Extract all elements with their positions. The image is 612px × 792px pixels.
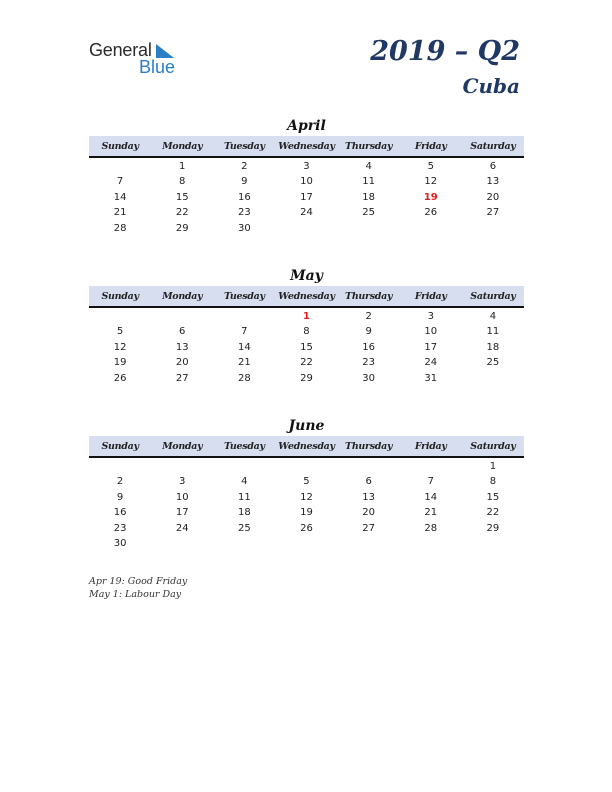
day-cell: 13 (486, 176, 500, 188)
day-cell (462, 221, 524, 236)
week-row (89, 505, 524, 520)
day-cell: 15 (175, 191, 189, 203)
day-cell: 20 (362, 507, 375, 519)
day-cell (400, 221, 462, 236)
day-cell: 10 (175, 491, 189, 503)
day-cell: 12 (424, 176, 438, 188)
weeks-grid (89, 308, 524, 386)
day-cell: 7 (427, 476, 434, 488)
weekday-label: Thursday (345, 441, 393, 452)
day-cell: 4 (241, 476, 248, 488)
holiday-day-cell: 1 (303, 311, 310, 322)
day-cell: 9 (365, 326, 372, 338)
day-cell: 18 (237, 507, 251, 519)
day-cell (89, 159, 151, 174)
day-cell: 21 (237, 357, 251, 369)
day-cell: 17 (424, 341, 438, 353)
day-cell: 13 (362, 491, 375, 503)
day-cell: 29 (175, 222, 189, 234)
day-cell: 31 (424, 372, 438, 384)
day-cell: 14 (424, 491, 438, 503)
weekday-label: Friday (414, 291, 447, 302)
week-row (89, 174, 524, 189)
day-cell (275, 459, 337, 474)
day-cell: 17 (175, 507, 189, 519)
day-cell: 23 (237, 207, 251, 219)
week-row (89, 521, 524, 536)
weekday-label: Tuesday (223, 441, 265, 452)
day-cell: 15 (300, 341, 313, 353)
day-cell (151, 536, 213, 551)
month-calendar-april (89, 116, 524, 236)
day-cell: 17 (300, 191, 313, 203)
day-cell (338, 221, 400, 236)
week-row (89, 221, 524, 236)
month-name: April (287, 118, 326, 134)
day-cell: 25 (486, 357, 500, 369)
day-cell (213, 536, 275, 551)
holiday-note: Apr 19: Good Friday (89, 576, 188, 587)
week-row (89, 459, 524, 474)
day-cell: 28 (237, 372, 251, 384)
day-cell: 24 (175, 522, 189, 534)
weekday-label: Sunday (101, 141, 139, 152)
week-row (89, 309, 524, 324)
day-cell: 11 (486, 326, 500, 338)
weekday-label: Sunday (101, 291, 139, 302)
day-cell: 3 (427, 311, 434, 322)
week-row (89, 474, 524, 489)
weekday-label: Monday (162, 141, 203, 152)
week-row (89, 159, 524, 174)
weekday-label: Tuesday (223, 141, 265, 152)
logo-blue-text: Blue (139, 57, 176, 77)
day-cell: 25 (362, 207, 375, 219)
day-cell: 1 (179, 161, 186, 172)
month-name: May (290, 268, 323, 284)
day-cell: 30 (113, 537, 127, 549)
day-cell: 5 (427, 161, 434, 172)
day-cell: 10 (424, 326, 438, 338)
week-row (89, 355, 524, 370)
month-calendar-may (89, 266, 524, 386)
day-cell: 20 (486, 191, 500, 203)
month-name: June (288, 418, 325, 434)
day-cell: 24 (300, 207, 313, 219)
logo-general-text: General (89, 40, 152, 60)
day-cell: 26 (300, 522, 313, 534)
day-cell: 7 (241, 326, 248, 338)
day-cell: 8 (179, 176, 186, 188)
day-cell: 7 (116, 176, 124, 188)
day-cell (151, 309, 213, 324)
weekday-label: Saturday (470, 291, 516, 302)
day-cell: 14 (237, 341, 251, 353)
day-cell: 19 (113, 357, 127, 369)
weeks-grid (89, 458, 524, 551)
day-cell: 9 (116, 491, 124, 503)
day-cell: 11 (362, 176, 375, 188)
day-cell: 12 (300, 491, 313, 503)
day-cell: 24 (424, 357, 438, 369)
day-cell: 4 (489, 311, 497, 322)
day-cell (213, 309, 275, 324)
day-cell: 10 (300, 176, 313, 188)
day-cell: 4 (365, 161, 372, 172)
weeks-grid (89, 158, 524, 236)
country-name: Cuba (462, 74, 520, 98)
day-cell (89, 309, 151, 324)
weekday-label: Friday (414, 441, 447, 452)
day-cell: 28 (424, 522, 438, 534)
weekday-label: Saturday (470, 141, 516, 152)
day-cell: 27 (175, 372, 189, 384)
holiday-notes (89, 576, 187, 601)
day-cell: 8 (303, 326, 310, 338)
day-cell: 30 (237, 222, 251, 234)
weekday-label: Tuesday (223, 291, 265, 302)
day-cell: 21 (113, 207, 127, 219)
day-cell: 26 (424, 207, 438, 219)
day-cell (275, 221, 337, 236)
day-cell (213, 459, 275, 474)
day-cell: 14 (113, 191, 127, 203)
day-cell: 1 (489, 461, 497, 472)
week-row (89, 340, 524, 355)
day-cell: 26 (113, 372, 127, 384)
day-cell (275, 536, 337, 551)
week-row (89, 371, 524, 386)
holiday-day-cell: 19 (423, 191, 438, 203)
weekday-label: Thursday (345, 291, 393, 302)
day-cell: 13 (175, 341, 189, 353)
day-cell: 11 (237, 491, 251, 503)
day-cell: 2 (365, 311, 372, 322)
weekday-label: Wednesday (278, 291, 335, 302)
day-cell: 3 (179, 476, 186, 488)
day-cell: 25 (237, 522, 251, 534)
weekday-label: Saturday (470, 441, 516, 452)
day-cell: 23 (362, 357, 375, 369)
day-cell: 22 (175, 207, 189, 219)
day-cell: 16 (362, 341, 375, 353)
day-cell (151, 459, 213, 474)
day-cell: 2 (241, 161, 248, 172)
weekday-label: Monday (162, 291, 203, 302)
day-cell: 29 (300, 372, 313, 384)
day-cell: 3 (303, 161, 310, 172)
weekday-label: Monday (162, 441, 203, 452)
weekday-label: Thursday (345, 141, 393, 152)
day-cell: 18 (362, 191, 375, 203)
week-row (89, 190, 524, 205)
day-cell: 28 (113, 222, 127, 234)
day-cell: 6 (365, 476, 372, 488)
day-cell: 23 (113, 522, 127, 534)
day-cell (462, 371, 524, 386)
day-cell: 9 (241, 176, 248, 188)
day-cell: 16 (113, 507, 127, 519)
day-cell: 5 (116, 326, 124, 338)
day-cell: 2 (116, 476, 124, 488)
day-cell: 12 (113, 341, 127, 353)
day-cell (400, 459, 462, 474)
day-cell: 21 (424, 507, 438, 519)
day-cell: 20 (175, 357, 189, 369)
weekday-header (89, 286, 524, 308)
weekday-label: Wednesday (278, 141, 335, 152)
day-cell: 22 (300, 357, 313, 369)
logo (89, 40, 189, 76)
day-cell: 27 (486, 207, 500, 219)
weekday-label: Wednesday (278, 441, 335, 452)
day-cell: 5 (303, 476, 310, 488)
page-title: 2019 – Q2 (370, 36, 520, 67)
day-cell: 22 (486, 507, 500, 519)
week-row (89, 324, 524, 339)
holiday-note: May 1: Labour Day (89, 588, 182, 600)
day-cell: 8 (489, 476, 497, 488)
day-cell (338, 536, 400, 551)
day-cell: 19 (300, 507, 313, 519)
week-row (89, 490, 524, 505)
day-cell: 6 (489, 161, 497, 172)
month-calendar-june (89, 416, 524, 551)
weekday-label: Friday (414, 141, 447, 152)
day-cell: 27 (362, 522, 375, 534)
day-cell: 30 (362, 372, 375, 384)
day-cell: 6 (179, 326, 186, 338)
week-row (89, 536, 524, 551)
weekday-label: Sunday (101, 441, 139, 452)
weekday-header (89, 136, 524, 158)
week-row (89, 205, 524, 220)
day-cell: 15 (486, 491, 500, 503)
day-cell: 29 (486, 522, 500, 534)
day-cell (89, 459, 151, 474)
day-cell (400, 536, 462, 551)
day-cell (338, 459, 400, 474)
day-cell: 16 (237, 191, 251, 203)
day-cell (462, 536, 524, 551)
day-cell: 18 (486, 341, 500, 353)
weekday-header (89, 436, 524, 458)
